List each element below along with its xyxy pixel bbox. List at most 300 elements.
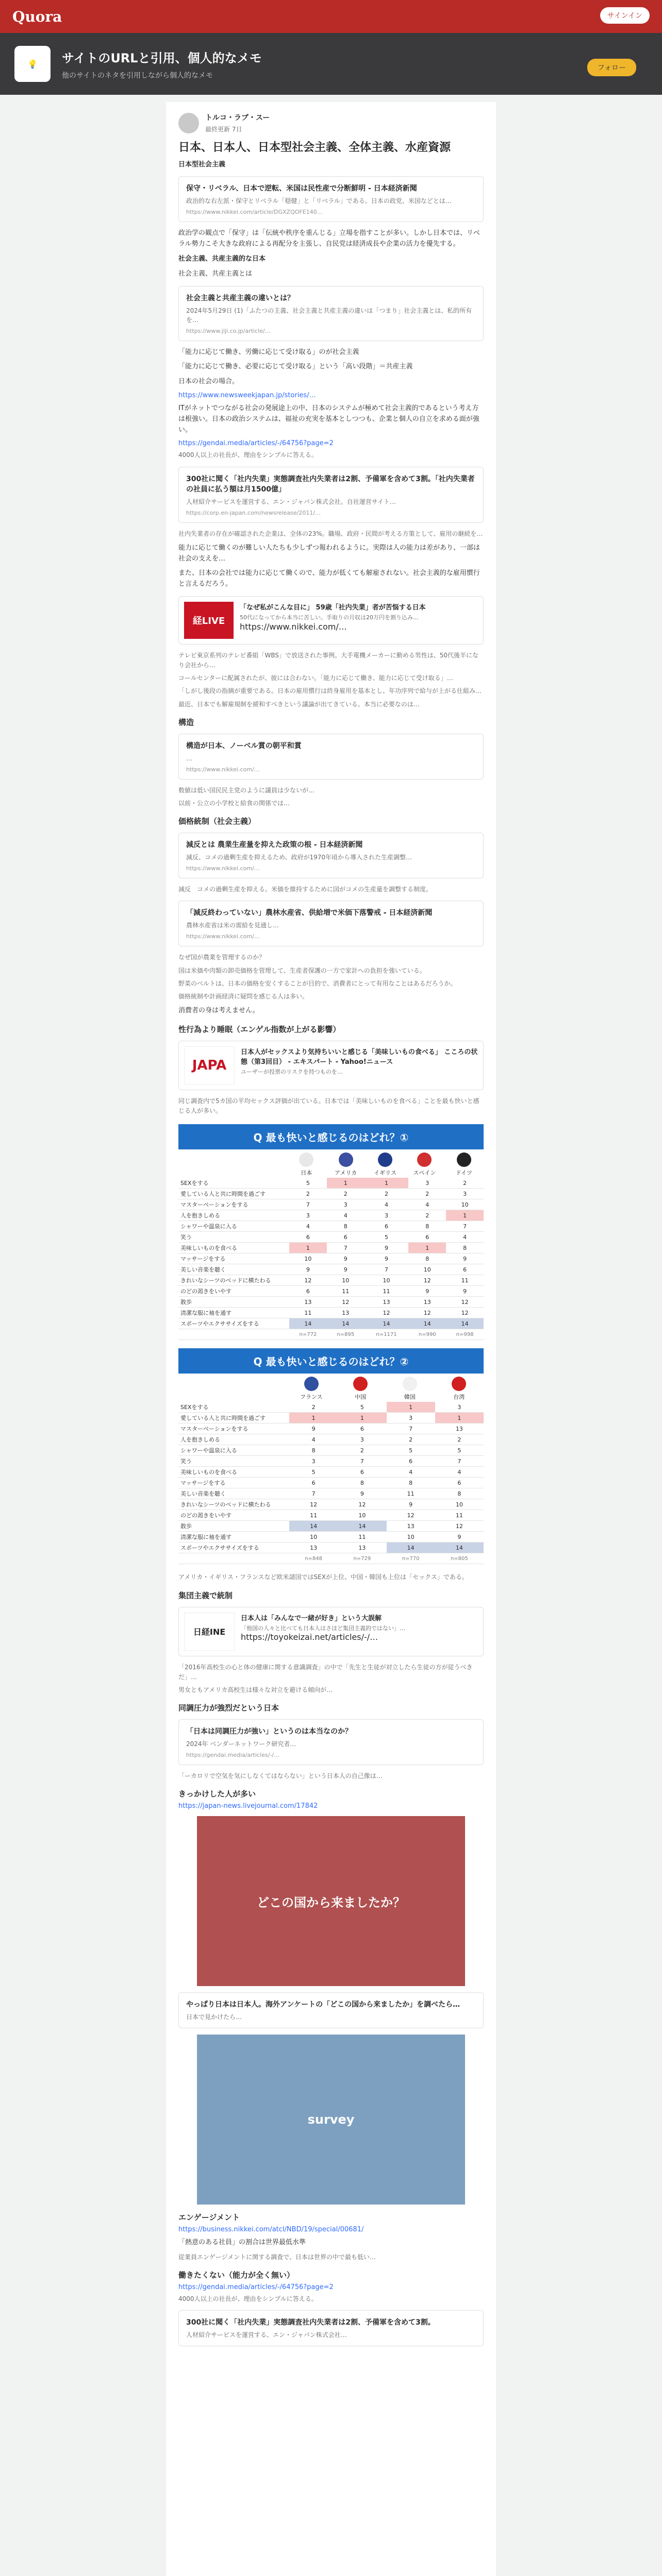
row-label: 散歩 [178, 1297, 289, 1308]
rank-cell: 9 [289, 1423, 338, 1434]
paragraph: 「しがし後段の指摘が重要である。日本の雇用慣行は終身雇用を基本とし、年功序列で給与が上がる仕組み… [178, 687, 482, 695]
preview-url: https://toyokeizai.net/articles/-/… [241, 1632, 378, 1642]
rank-cell: 1 [338, 1413, 386, 1423]
flag-icon [304, 1377, 319, 1391]
external-link[interactable]: https://business.nikkei.com/atcl/NBD/19/special/00681/ [178, 2226, 364, 2234]
rank-cell: 12 [289, 1499, 338, 1510]
paragraph: コールセンターに配属されたが、彼には合わない。「能力に応じて働き、能力に応じて受け取る」… [178, 674, 453, 682]
table-row [178, 1467, 484, 1478]
paragraph: 野菜のベルトは、日本の価格を安くすることが目的で、消費者にとって有用なことはあるだろうか。 [178, 979, 457, 987]
paragraph: なぜ国が農業を管理するのか？ [178, 954, 266, 961]
country-column-header [287, 1374, 336, 1402]
paragraph: 消費者の身は考えません。 [178, 1007, 259, 1015]
rank-cell: 12 [365, 1308, 409, 1318]
external-link[interactable]: https://gendai.media/articles/-/64756?page=2 [178, 2283, 334, 2292]
preview-title: 日本人がセックスより気持ちいいと感じる「美味しいもの食べる」 こころの状態（第3回目） - エキスパート - Yahoo!ニュース [241, 1048, 478, 1066]
table-row [178, 1232, 484, 1243]
preview-snippet: 2024年5月29日 (1)「ふたつの主義、社会主義と共産主義の違いは「つまり」社会主義とは、私的所有を… [186, 307, 472, 324]
sample-size: n=848 [289, 1553, 338, 1564]
link-preview[interactable] [178, 1719, 484, 1765]
sample-size: n=772 [289, 1329, 327, 1340]
rank-cell: 1 [365, 1178, 409, 1189]
rank-cell: 6 [446, 1264, 484, 1275]
rank-cell: 9 [387, 1499, 435, 1510]
preview-url: https://gendai.media/articles/-/… [186, 1752, 280, 1759]
preview-title: 日本人は「みんなで一緒が好き」という大誤解 [241, 1614, 382, 1622]
section-heading: 価格統制（社会主義） [178, 817, 256, 826]
preview-url: https://www.nikkei.com/… [186, 766, 260, 773]
paragraph: 価格統制や計画経済に疑問を感じる人は多い。 [178, 992, 309, 1000]
rank-cell: 12 [435, 1521, 484, 1532]
preview-title: 減反とは 農業生産量を抑えた政策の根 - 日本経済新聞 [186, 841, 363, 850]
rank-cell: 13 [338, 1543, 386, 1553]
row-label: SEXをする [178, 1402, 289, 1413]
row-label: 笑う [178, 1456, 289, 1467]
rank-cell: 8 [338, 1478, 386, 1488]
external-link[interactable]: https://japan-news.livejournal.com/17842 [178, 1802, 318, 1810]
preview-title: 保守・リベラル、日本で逆転、米国は民性産で分断鮮明 - 日本経済新聞 [186, 184, 417, 193]
survey-table-2 [178, 1348, 484, 1564]
table-row [178, 1543, 484, 1553]
rank-cell: 3 [289, 1456, 338, 1467]
link-preview-thumb[interactable] [178, 1607, 484, 1656]
preview-url: https://www.jiji.co.jp/article/… [186, 327, 271, 334]
row-label: きれいなシーツのベッドに横たわる [178, 1275, 289, 1286]
paragraph: 「能力に応じて働き、必要に応じて受け取る」という「高い段階」＝共産主義 [178, 363, 413, 371]
section-heading: 同調圧力が強烈だという日本 [178, 1703, 279, 1713]
rank-cell: 7 [387, 1423, 435, 1434]
preview-snippet: 農林水産省は米の需給を見通し… [186, 922, 279, 929]
survey-title: Q 最も快いと感じるのはどれ？① [178, 1124, 484, 1149]
rank-cell: 9 [327, 1253, 365, 1264]
table-row [178, 1318, 484, 1329]
rank-cell: 12 [387, 1510, 435, 1521]
rank-cell: 1 [435, 1413, 484, 1423]
section-heading: エンゲージメント [178, 2213, 240, 2223]
row-label: 美しい音楽を聴く [178, 1488, 289, 1499]
table-row [178, 1456, 484, 1467]
rank-cell: 4 [408, 1199, 446, 1210]
row-label: 美味しいものを食べる [178, 1243, 289, 1253]
paragraph: 「熱意のある社員」の割合は世界最低水準 [178, 2239, 306, 2247]
rank-cell: 9 [327, 1264, 365, 1275]
table-row [178, 1210, 484, 1221]
rank-cell: 13 [327, 1308, 365, 1318]
flag-icon [403, 1377, 417, 1391]
preview-url: https://www.nikkei.com/article/DGXZQOFE140… [186, 209, 323, 216]
author-row [178, 112, 484, 133]
rank-cell: 12 [408, 1275, 446, 1286]
rank-cell: 13 [289, 1297, 327, 1308]
table-row [178, 1488, 484, 1499]
preview-snippet: 日本で見かけたら… [186, 2013, 242, 2021]
rank-cell: 9 [446, 1253, 484, 1264]
survey-photo: survey [197, 2035, 465, 2205]
rank-cell: 4 [327, 1210, 365, 1221]
rank-cell: 3 [365, 1210, 409, 1221]
row-label: シャワーや温泉に入る [178, 1221, 289, 1232]
row-label: マッサージをする [178, 1253, 289, 1264]
post-date: 最終更新 7日 [205, 126, 242, 133]
rank-cell: 1 [446, 1210, 484, 1221]
link-preview[interactable] [178, 286, 484, 341]
table-row [178, 1499, 484, 1510]
rank-cell: 3 [338, 1434, 386, 1445]
preview-snippet: 減反、コメの過剰生産を抑えるため、政府が1970年頃から導入された生産調整… [186, 854, 412, 861]
rank-cell: 11 [435, 1510, 484, 1521]
rank-cell: 2 [327, 1189, 365, 1199]
rank-cell: 14 [365, 1318, 409, 1329]
rank-cell: 1 [387, 1402, 435, 1413]
country-label: アメリカ [334, 1170, 357, 1177]
paragraph: 社会主義、共産主義とは [178, 269, 253, 278]
country-column-header [366, 1149, 405, 1178]
table-row [178, 1434, 484, 1445]
rank-cell: 2 [408, 1210, 446, 1221]
country-column-header [385, 1374, 435, 1402]
preview-snippet: 「他国の人々と比べても日本人はさほど集団主義的ではない」… [241, 1624, 405, 1632]
country-label: 中国 [355, 1394, 367, 1401]
rank-cell: 2 [289, 1402, 338, 1413]
row-label: 清潔な服に袖を通す [178, 1532, 289, 1543]
country-label: ドイツ [455, 1170, 473, 1177]
country-column-header [405, 1149, 444, 1178]
rank-cell: 7 [289, 1488, 338, 1499]
rank-cell: 11 [387, 1488, 435, 1499]
table-row [178, 1532, 484, 1543]
paragraph: 男女ともアメリカ高校生は様々な対立を避ける傾向が… [178, 1686, 333, 1693]
preview-thumbnail: 経LIVE [184, 602, 234, 639]
table-row [178, 1510, 484, 1521]
country-header [287, 1149, 484, 1178]
flag-icon [339, 1153, 353, 1167]
row-label: シャワーや温泉に入る [178, 1445, 289, 1456]
row-label: マスターベーションをする [178, 1199, 289, 1210]
rank-cell: 13 [387, 1521, 435, 1532]
survey-title: Q 最も快いと感じるのはどれ？② [178, 1348, 484, 1374]
rank-cell: 5 [365, 1232, 409, 1243]
table-row [178, 1275, 484, 1286]
rank-cell: 6 [289, 1478, 338, 1488]
preview-snippet: 人材紹介サービスを運営する、エン・ジャパン株式会社。自社運営サイト… [186, 498, 396, 505]
sample-size: n=805 [435, 1553, 484, 1564]
link-preview[interactable] [178, 176, 484, 222]
sample-size-row [178, 1329, 484, 1340]
rank-cell: 4 [435, 1467, 484, 1478]
preview-title: やっぱり日本は日本人。海外アンケートの「どこの国から来ましたか」を調べたら… [186, 2001, 460, 2009]
table-row [178, 1221, 484, 1232]
rank-cell: 10 [408, 1264, 446, 1275]
paragraph: 4000人以上の社長が、理由をシンプルに答える。 [178, 2295, 318, 2303]
rank-cell: 1 [289, 1243, 327, 1253]
row-label: 愛している人と共に時間を過ごす [178, 1189, 289, 1199]
flag-icon [299, 1153, 313, 1167]
rank-cell: 12 [446, 1308, 484, 1318]
external-link[interactable]: https://www.newsweekjapan.jp/stories/… [178, 391, 316, 399]
rank-cell: 6 [365, 1221, 409, 1232]
row-label: 清潔な服に袖を通す [178, 1308, 289, 1318]
sample-size: n=990 [408, 1329, 446, 1340]
country-label: 日本 [301, 1170, 312, 1177]
rank-cell: 1 [327, 1178, 365, 1189]
section-heading: 集団主義で統制 [178, 1590, 233, 1600]
rank-cell: 10 [289, 1532, 338, 1543]
avatar[interactable] [178, 113, 199, 133]
table-row [178, 1308, 484, 1318]
rank-cell: 1 [408, 1243, 446, 1253]
rank-cell: 6 [289, 1286, 327, 1297]
row-label: 美味しいものを食べる [178, 1467, 289, 1478]
rank-cell: 4 [289, 1221, 327, 1232]
post-title: 日本、日本人、日本型社会主義、全体主義、水産資源 [178, 141, 451, 154]
rank-cell: 11 [338, 1532, 386, 1543]
rank-cell: 3 [387, 1413, 435, 1423]
space-title[interactable]: サイトのURLと引用、個人的なメモ [62, 50, 262, 65]
paragraph: 能力に応じて働くのが難しい人たちも少しずつ報われるように。実際は人の能力は差があり、一部は社会の支えを… [178, 544, 481, 563]
rank-cell: 4 [446, 1232, 484, 1243]
rank-cell: 14 [327, 1318, 365, 1329]
table-row [178, 1521, 484, 1532]
country-column-header [444, 1149, 484, 1178]
row-label: SEXをする [178, 1178, 289, 1189]
rank-cell: 11 [289, 1308, 327, 1318]
rank-cell: 7 [289, 1199, 327, 1210]
row-label: 散歩 [178, 1521, 289, 1532]
rank-cell: 10 [289, 1253, 327, 1264]
ranking-table [178, 1402, 484, 1564]
sample-size: n=770 [387, 1553, 435, 1564]
rank-cell: 14 [387, 1543, 435, 1553]
rank-cell: 3 [435, 1402, 484, 1413]
preview-title: 300社に聞く「社内失業」実態調査社内失業者は2割、予備軍を含めて3割。 [186, 2318, 435, 2327]
row-label: スポーツやエクササイズをする [178, 1318, 289, 1329]
preview-url: https://www.nikkei.com/… [186, 933, 260, 940]
link-preview-thumb[interactable] [178, 1041, 484, 1090]
survey-table-1 [178, 1124, 484, 1340]
link-preview-thumb[interactable] [178, 596, 484, 645]
rank-cell: 9 [365, 1253, 409, 1264]
row-label: マッサージをする [178, 1478, 289, 1488]
table-row [178, 1423, 484, 1434]
rank-cell: 4 [289, 1434, 338, 1445]
rank-cell: 14 [289, 1318, 327, 1329]
rank-cell: 3 [446, 1189, 484, 1199]
rank-cell: 8 [446, 1243, 484, 1253]
table-row [178, 1478, 484, 1488]
country-label: スペイン [413, 1170, 436, 1177]
link-preview[interactable] [178, 901, 484, 946]
blank-cell [178, 1553, 289, 1564]
rank-cell: 2 [446, 1178, 484, 1189]
paragraph: 減反 コメの過剰生産を抑える。米価を維持するために国がコメの生産量を調整する制度。 [178, 886, 433, 893]
paragraph: 4000人以上の社長が、理由をシンプルに答える。 [178, 451, 318, 459]
paragraph: 最近、日本でも解雇規制を緩和すべきという議論が出てきている。本当に必要なのは… [178, 700, 420, 708]
sample-size: n=729 [338, 1553, 386, 1564]
rank-cell: 4 [387, 1467, 435, 1478]
rank-cell: 2 [435, 1434, 484, 1445]
rank-cell: 9 [289, 1264, 327, 1275]
rank-cell: 13 [365, 1297, 409, 1308]
rank-cell: 14 [408, 1318, 446, 1329]
paragraph: 「ーカロリで空気を気にしなくてはならない」という日本人の自己像は… [178, 1772, 383, 1780]
sample-size-row [178, 1553, 484, 1564]
preview-title: 「なぜ私がこんな目に」 59歳「社内失業」者が苦悩する日本 [240, 603, 426, 612]
preview-title: 社会主義と共産主義の違いとは？ [186, 294, 294, 302]
row-label: きれいなシーツのベッドに横たわる [178, 1499, 289, 1510]
rank-cell: 12 [289, 1275, 327, 1286]
ranking-table [178, 1178, 484, 1340]
rank-cell: 8 [435, 1488, 484, 1499]
flag-icon [457, 1153, 471, 1167]
preview-snippet: 2024年 ベンダーネットワーク研究者… [186, 1740, 296, 1748]
sample-size: n=998 [446, 1329, 484, 1340]
paragraph: ITがネットでつながる社会の発展途上の中、日本のシステムが極めて社会主義的であるという考え方は根強い。日本の政治システムは、福祉の充実を基本としつつも、企業と個人の自立を求める面が強い。 [178, 404, 479, 434]
rank-cell: 9 [435, 1532, 484, 1543]
rank-cell: 5 [338, 1402, 386, 1413]
follow-button[interactable]: フォロー [587, 59, 636, 76]
space-banner [0, 33, 662, 95]
rank-cell: 8 [327, 1221, 365, 1232]
country-column-header [435, 1374, 484, 1402]
preview-title: 300社に聞く「社内失業」実態調査社内失業者は2割、予備軍を含めて3割。「社内失業者の社員に払う額は月1500億」 [186, 474, 475, 494]
section-heading: 性行為より睡眠（エンゲル指数が上がる影響） [178, 1024, 341, 1034]
rank-cell: 11 [289, 1510, 338, 1521]
rank-cell: 6 [327, 1232, 365, 1243]
paragraph: 数値は低い国民民主党のように議員は少ないが… [178, 786, 315, 794]
rank-cell: 10 [338, 1510, 386, 1521]
link-preview[interactable] [178, 833, 484, 878]
preview-url: https://www.nikkei.com/… [240, 621, 347, 632]
preview-thumbnail: 日経INE [184, 1613, 235, 1651]
table-row [178, 1297, 484, 1308]
link-preview[interactable] [178, 1992, 484, 2028]
top-bar [0, 0, 662, 33]
blank-cell [178, 1329, 289, 1340]
rank-cell: 12 [338, 1499, 386, 1510]
row-label: 笑う [178, 1232, 289, 1243]
paragraph: 政治学の観点で「保守」は「伝統や秩序を重んじる」立場を指すことが多い。しかし日本では、リベラル勢力こそ大きな政府による再配分を主張し、自民党は経済成長や企業の活力を優先する。 [178, 229, 480, 248]
flag-icon [378, 1153, 392, 1167]
section-heading: 働きたくない（能力が全く無い） [178, 2270, 295, 2280]
preview-thumbnail: JAPA [184, 1046, 235, 1084]
paragraph: 「2016年高校生の心と体の健康に関する意識調査」の中で「先生と生徒が対立したら生徒の方が従うべきだ」… [178, 1663, 473, 1681]
link-preview[interactable] [178, 2310, 484, 2346]
paragraph: テレビ東京系列のテレビ番組「WBS」で放送された事例。大手電機メーカーに勤める男性は、50代後半になり会社から… [178, 651, 479, 669]
rank-cell: 9 [408, 1286, 446, 1297]
rank-cell: 13 [289, 1543, 338, 1553]
preview-snippet: 人材紹介サービスを運営する、エン・ジャパン株式会社… [186, 2331, 347, 2339]
row-label: 人を抱きしめる [178, 1434, 289, 1445]
rank-cell: 13 [408, 1297, 446, 1308]
section-heading: 社会主義、共産主義的な日本 [178, 255, 266, 263]
rank-cell: 12 [408, 1308, 446, 1318]
rank-cell: 14 [446, 1318, 484, 1329]
rank-cell: 7 [327, 1243, 365, 1253]
table-row [178, 1286, 484, 1297]
country-header [287, 1374, 484, 1402]
quora-logo[interactable]: Quora [12, 8, 62, 25]
rank-cell: 11 [446, 1275, 484, 1286]
rank-cell: 11 [365, 1286, 409, 1297]
paragraph: 国は米価や肉類の卸売価格を管理して、生産者保護の一方で家計への負担を強いている。 [178, 967, 426, 974]
row-label: のどの渇きをいやす [178, 1510, 289, 1521]
rank-cell: 8 [408, 1221, 446, 1232]
country-label: 台湾 [453, 1394, 465, 1401]
rank-cell: 12 [327, 1297, 365, 1308]
rank-cell: 7 [446, 1221, 484, 1232]
external-link[interactable]: https://gendai.media/articles/-/64756?page=2 [178, 439, 334, 448]
rank-cell: 13 [435, 1423, 484, 1434]
flag-icon [417, 1153, 432, 1167]
rank-cell: 2 [289, 1189, 327, 1199]
table-row [178, 1253, 484, 1264]
table-row [178, 1178, 484, 1189]
preview-url: https://www.nikkei.com/… [186, 865, 260, 872]
rank-cell: 2 [408, 1189, 446, 1199]
rank-cell: 9 [338, 1488, 386, 1499]
rank-cell: 10 [446, 1199, 484, 1210]
paragraph: 以前・公立の小学校と給食の関係では… [178, 800, 290, 807]
paragraph: 同じ調査内で5カ国の平均セックス評価が出ている。日本では「美味しいものを食べる」ことを最も快いと感じる人が多い。 [178, 1097, 479, 1115]
preview-title: 「減反終わっていない」農林水産省、供給増で米価下落警戒 - 日本経済新聞 [186, 909, 433, 918]
row-label: のどの渇きをいやす [178, 1286, 289, 1297]
link-preview[interactable] [178, 467, 484, 523]
rank-cell: 2 [387, 1434, 435, 1445]
country-column-header [336, 1374, 386, 1402]
table-row [178, 1199, 484, 1210]
rank-cell: 6 [338, 1423, 386, 1434]
preview-snippet: ユーザーが投票のリスクを持つものを… [241, 1068, 343, 1075]
paragraph: 社内失業者の存在が確認された企業は、全体の23%。職場、政府・民間が考える方策として、雇用の継続を… [178, 530, 483, 537]
paragraph: アメリカ・イギリス・フランスなど欧米諸国ではSEXが上位、中国・韓国も上位は「セックス」である。 [178, 1573, 468, 1581]
country-column-header [287, 1149, 326, 1178]
rank-cell: 10 [387, 1532, 435, 1543]
rank-cell: 10 [365, 1275, 409, 1286]
paragraph: 「能力に応じて働き、労働に応じて受け取る」のが社会主義 [178, 348, 359, 356]
post-card [166, 102, 496, 2576]
author-name[interactable]: トルコ・ラブ・スー [205, 114, 270, 122]
table-row [178, 1189, 484, 1199]
section-heading: きっかけした人が多い [178, 1789, 256, 1799]
link-preview[interactable] [178, 734, 484, 779]
table-row [178, 1445, 484, 1456]
paragraph: 従業員エンゲージメントに関する調査で、日本は世界の中で最も低い… [178, 2253, 376, 2261]
rank-cell: 8 [289, 1445, 338, 1456]
preview-url: https://corp.en-japan.com/newsrelease/2011/… [186, 509, 321, 516]
paragraph: また、日本の会社では能力に応じて働くので、能力が低くても解雇されない。社会主義的な雇用慣行と言えるだろう。 [178, 569, 480, 588]
table-row [178, 1413, 484, 1423]
rank-cell: 14 [338, 1521, 386, 1532]
table-row [178, 1243, 484, 1253]
rank-cell: 7 [435, 1456, 484, 1467]
flag-icon [452, 1377, 466, 1391]
paragraph: 日本の社会の場合。 [178, 378, 239, 386]
rank-cell: 11 [327, 1286, 365, 1297]
rank-cell: 5 [387, 1445, 435, 1456]
row-label: 人を抱きしめる [178, 1210, 289, 1221]
rank-cell: 2 [365, 1189, 409, 1199]
rank-cell: 7 [338, 1456, 386, 1467]
country-label: 韓国 [404, 1394, 416, 1401]
table-row [178, 1402, 484, 1413]
rank-cell: 6 [289, 1232, 327, 1243]
preview-snippet: 政治的な右左派・保守とリベラル「穏健」と「リベラル」である。日本の政党、米国などとは… [186, 197, 452, 205]
rank-cell: 6 [435, 1478, 484, 1488]
lightbulb-icon: 💡 [14, 46, 51, 82]
rank-cell: 8 [408, 1253, 446, 1264]
rank-cell: 5 [289, 1467, 338, 1478]
signin-button[interactable]: サインイン [600, 7, 650, 24]
